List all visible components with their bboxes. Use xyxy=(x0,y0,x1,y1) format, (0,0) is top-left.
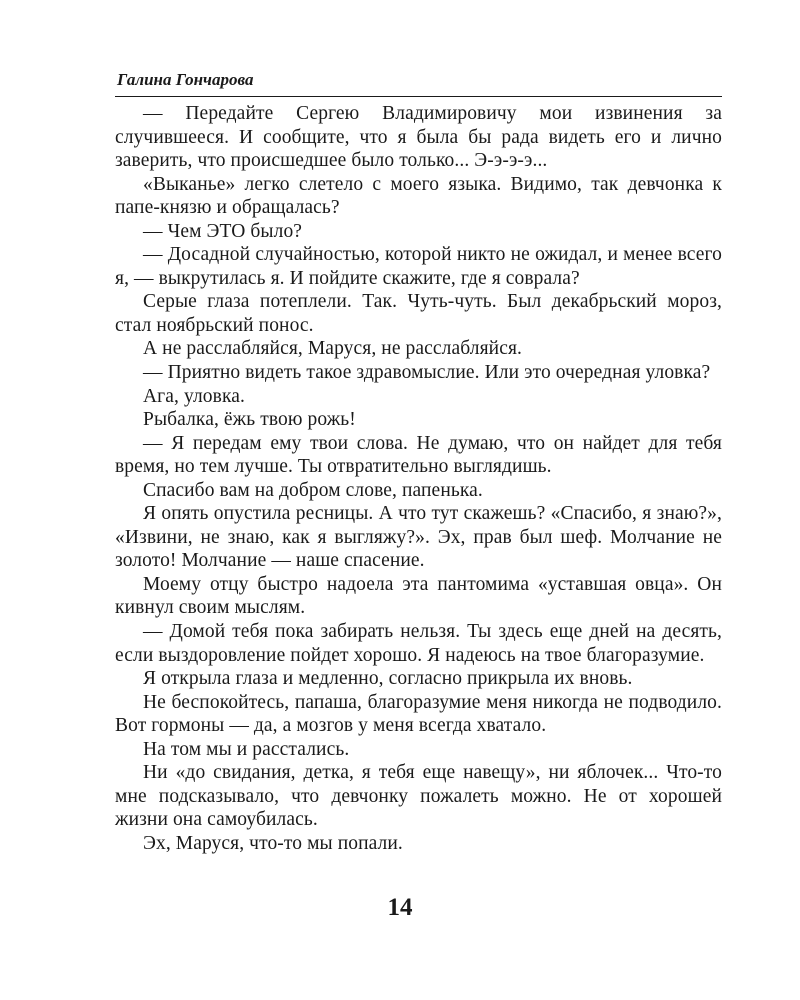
paragraph: «Выканье» легко слетело с моего языка. Видимо, так девчонка к папе-князю и обращалась? xyxy=(115,173,722,219)
paragraph: Не беспокойтесь, папаша, благоразумие меня никогда не подводило. Вот гормоны — да, а мозгов у меня всегда хватало. xyxy=(115,691,722,737)
paragraph: На том мы и расстались. xyxy=(143,738,350,760)
paragraph: — Чем ЭТО было? xyxy=(143,220,303,242)
paragraph: Рыбалка, ёжь твою рожь! xyxy=(143,409,356,431)
paragraph: — Передайте Сергею Владимировичу мои извинения за случившееся. И сообщите, что я была бы рада видеть его и лично заверить, что происшедшее было только... Э-э-э-э... xyxy=(115,103,722,172)
paragraph: Я опять опустила ресницы. А что тут скажешь? «Спасибо, я знаю?», «Извини, не знаю, как я выгляжу?». Эх, прав был шеф. Молчание не золото! Молчание — наше спасение. xyxy=(115,503,722,572)
paragraph: Моему отцу быстро надоела эта пантомима «уставшая овца». Он кивнул своим мыслям. xyxy=(115,573,722,619)
book-page xyxy=(115,58,722,856)
running-head-author: Галина Гончарова xyxy=(117,70,254,89)
paragraph: Серые глаза потеплели. Так. Чуть-чуть. Был декабрьский мороз, стал ноябрьский понос. xyxy=(115,291,722,336)
paragraph: — Досадной случайностью, которой никто не ожидал, и менее всего я, — выкрутилась я. И пойдите скажите, где я соврала? xyxy=(115,244,722,289)
paragraph: Эх, Маруся, что-то мы попали. xyxy=(143,832,403,854)
paragraph: — Приятно видеть такое здравомыслие. Или это очередная уловка? xyxy=(143,362,711,384)
header-rule xyxy=(115,96,722,97)
paragraph: Ага, уловка. xyxy=(143,385,245,407)
paragraph: Ни «до свидания, детка, я тебя еще навещу», ни яблочек... Что-то мне подсказывало, что девчонку пожалеть можно. Не от хорошей жизни она самоубилась. xyxy=(115,762,722,831)
page-number: 14 xyxy=(387,894,413,921)
paragraph: А не расслабляйся, Маруся, не расслабляйся. xyxy=(143,338,523,360)
body-text xyxy=(115,102,722,856)
paragraph: Спасибо вам на добром слове, папенька. xyxy=(143,479,483,501)
paragraph: Я открыла глаза и медленно, согласно прикрыла их вновь. xyxy=(143,668,633,690)
paragraph: — Домой тебя пока забирать нельзя. Ты здесь еще дней на десять, если выздоровление пойдет хорошо. Я надеюсь на твое благоразумие. xyxy=(115,621,722,666)
paragraph: — Я передам ему твои слова. Не думаю, что он найдет для тебя время, но тем лучше. Ты отвратительно выглядишь. xyxy=(115,432,722,478)
